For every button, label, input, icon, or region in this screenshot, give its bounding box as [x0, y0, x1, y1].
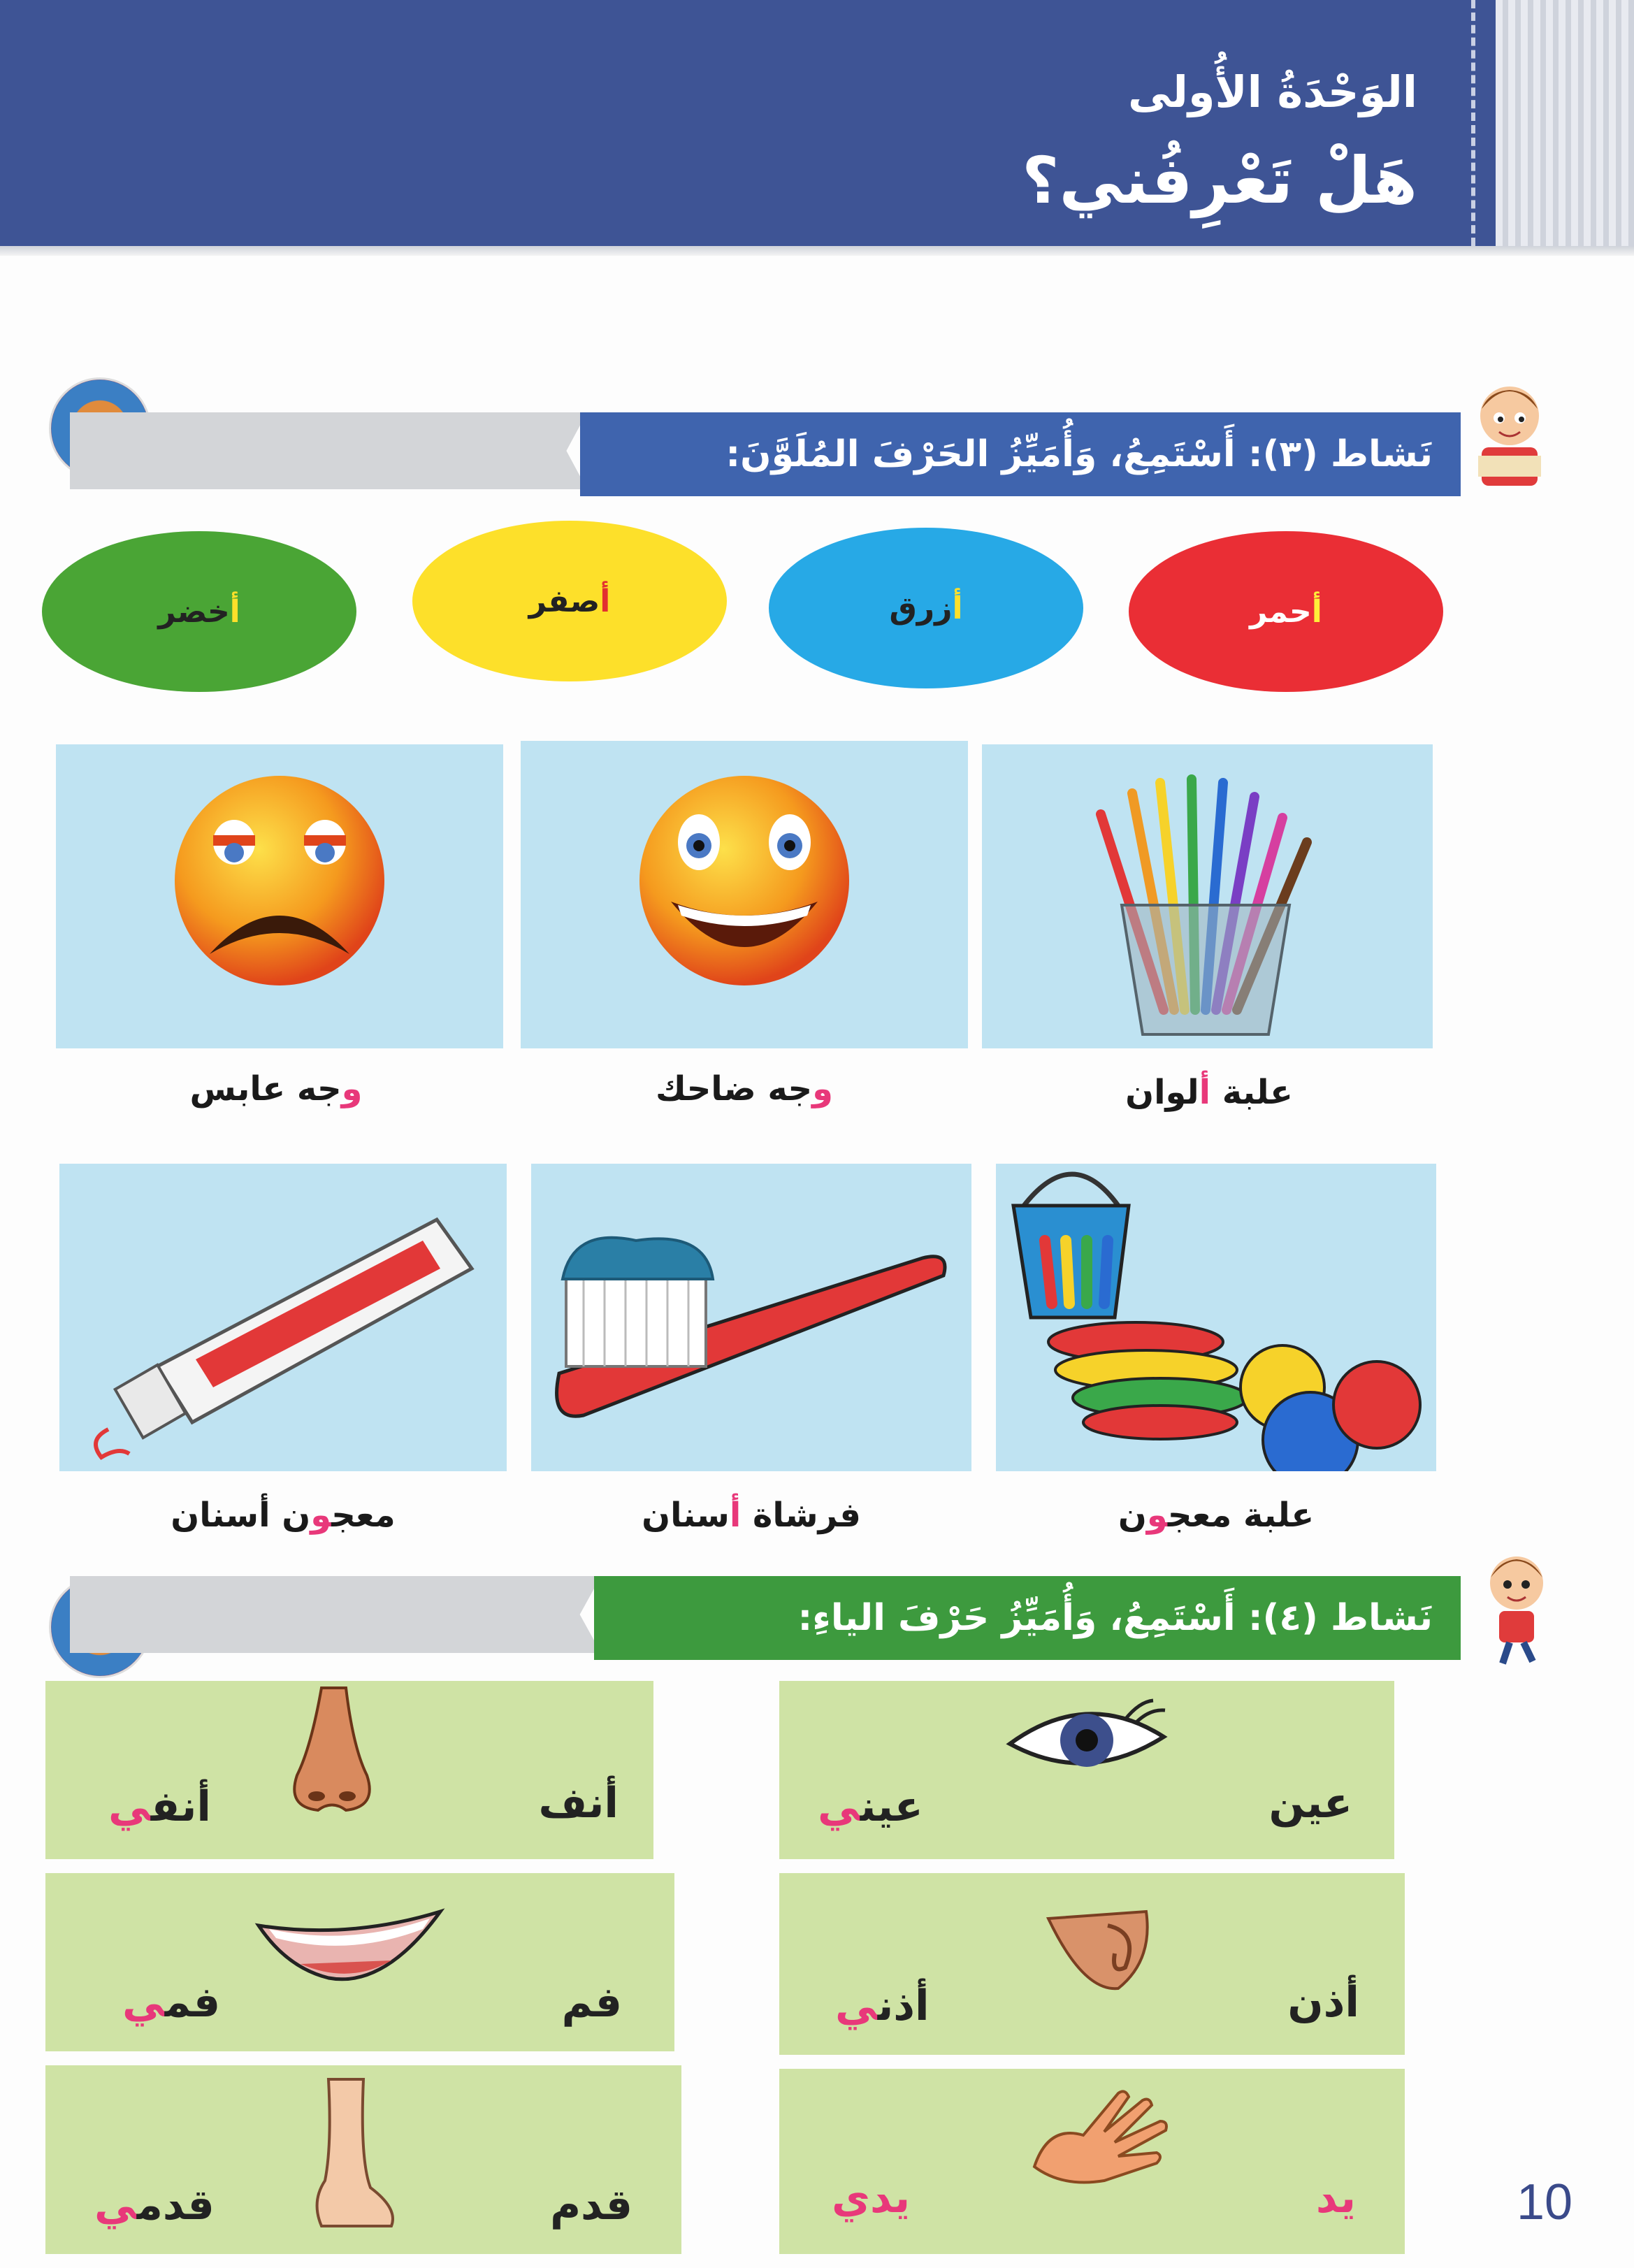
card-caption: علبة ألوان: [1125, 1073, 1293, 1112]
card-caption: علبة معجون: [1118, 1496, 1315, 1535]
smiling-face-icon: [521, 741, 968, 1048]
activity3-banner: [580, 412, 1461, 496]
activity4-title: نَشاط (٤): أَسْتَمِعُ، وَأُمَيِّزُ حَرْفَ الياءِ:: [797, 1597, 1433, 1639]
color-word: أزرق: [889, 590, 963, 626]
word-with-ya: فمي: [122, 1978, 221, 2027]
unit-label: الوَحْدَةُ الأُولى: [1127, 66, 1417, 117]
word-with-ya: أذني: [835, 1981, 930, 2030]
word-with-ya: قدمي: [94, 2181, 215, 2230]
toothpaste-icon: [59, 1164, 507, 1471]
activity3-title: نَشاط (٣): أَسْتَمِعُ، وَأُمَيِّزُ الحَرْفَ المُلَوَّنَ:: [725, 433, 1433, 475]
word-with-ya: أنفي: [108, 1782, 211, 1831]
frowning-face-icon: [56, 744, 503, 1048]
color-word: أحمر: [1250, 593, 1322, 630]
word-base: أنف: [538, 1779, 619, 1828]
row-nose: [45, 1681, 653, 1859]
header-stripes: [1496, 0, 1634, 246]
walking-boy-icon: [1471, 1548, 1562, 1667]
unit-title: هَلْ تَعْرِفُني؟: [1022, 143, 1417, 218]
color-oval-blue: [769, 528, 1083, 688]
card-caption: فرشاة أسنان: [642, 1496, 861, 1535]
reading-boy-icon: [1464, 377, 1555, 496]
row-ear: [779, 1873, 1405, 2055]
word-with-ya: عيني: [818, 1782, 923, 1831]
header-shadow: [0, 246, 1634, 256]
card-frowning-face: [56, 744, 503, 1048]
page-number: 10: [1517, 2174, 1573, 2230]
word-base: عين: [1268, 1779, 1352, 1828]
hand-icon: [1020, 2083, 1181, 2188]
card-pencil-cup: [982, 744, 1433, 1048]
foot-icon: [301, 2076, 398, 2237]
word-base: فم: [561, 1978, 622, 2027]
color-oval-yellow: [412, 521, 727, 681]
activity4-banner: [594, 1576, 1461, 1660]
activity3-ribbon: [70, 412, 587, 489]
row-hand: [779, 2069, 1405, 2254]
card-toothbrush: [531, 1164, 971, 1471]
ear-icon: [1041, 1905, 1153, 1995]
card-caption: وجه عابس: [189, 1069, 363, 1108]
card-clay-bucket: [996, 1164, 1436, 1471]
toothbrush-icon: [531, 1164, 971, 1471]
header-divider: [1471, 0, 1480, 246]
word-base: يد: [1315, 2174, 1356, 2223]
pencil-cup-icon: [982, 744, 1433, 1048]
word-base: قدم: [550, 2181, 632, 2230]
color-oval-green: [42, 531, 356, 692]
word-with-ya: يدي: [832, 2174, 911, 2223]
row-eye: [779, 1681, 1394, 1859]
word-base: أذن: [1287, 1978, 1359, 2027]
clay-bucket-icon: [996, 1164, 1436, 1471]
card-caption: معجون أسنان: [171, 1496, 396, 1535]
activity4-ribbon: [70, 1576, 601, 1653]
row-foot: [45, 2065, 681, 2254]
color-oval-red: [1129, 531, 1443, 692]
eye-icon: [1003, 1695, 1171, 1786]
mouth-icon: [245, 1898, 454, 1988]
card-caption: وجه ضاحك: [656, 1069, 833, 1108]
color-word: أصفر: [528, 583, 611, 619]
nose-icon: [283, 1684, 381, 1817]
color-word: أخضر: [158, 593, 240, 630]
row-mouth: [45, 1873, 674, 2051]
card-toothpaste: [59, 1164, 507, 1471]
card-smiling-face: [521, 741, 968, 1048]
